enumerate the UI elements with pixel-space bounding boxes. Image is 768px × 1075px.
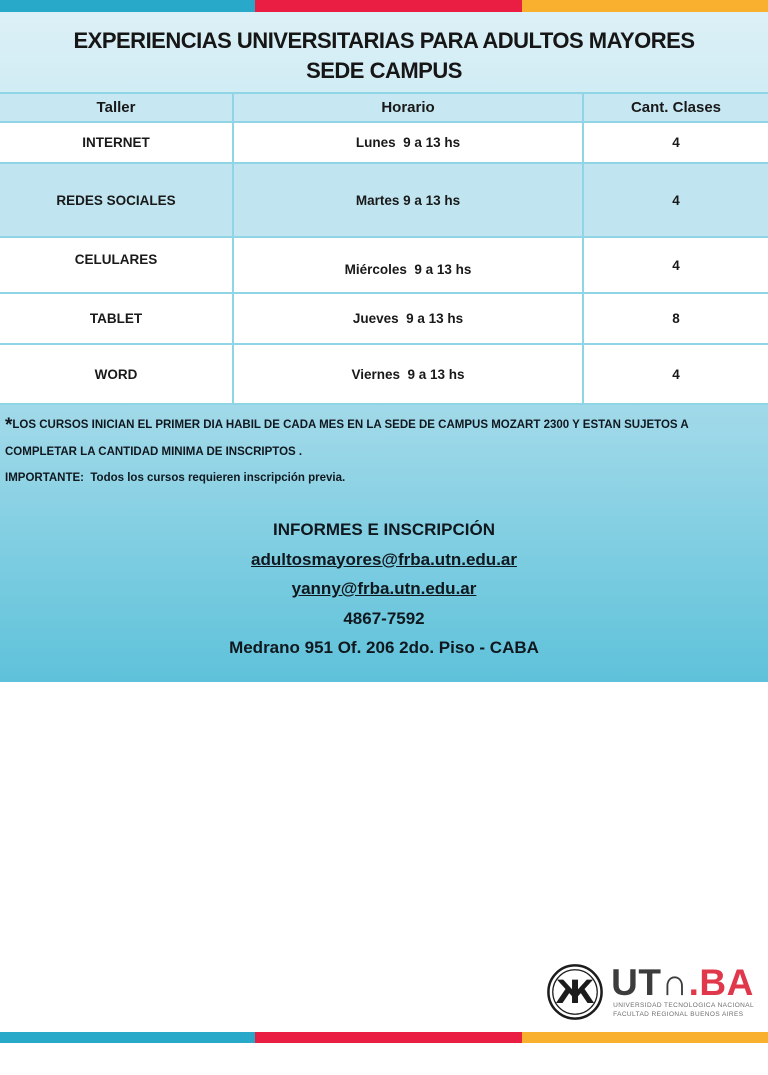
asterisk-mark: * [5,415,13,436]
course-class-count: 4 [582,345,768,403]
course-name: TABLET [89,311,143,326]
top-bar-red-segment [255,0,522,12]
course-name: REDES SOCIALES [56,192,176,208]
utn-wordmark [611,962,754,1019]
utn-ba-logo [546,963,754,1021]
header-horario: Horario [232,94,582,121]
course-schedule: Miércoles 9 a 13 hs [232,238,582,292]
table-row [0,123,768,164]
header-cant-clases: Cant. Clases [582,94,768,121]
course-schedule: Viernes 9 a 13 hs [232,345,582,403]
top-bar-cyan-segment [0,0,255,12]
email-link-adultosmayores[interactable]: adultosmayores@frba.utn.edu.ar [251,549,517,569]
course-class-count: 4 [582,123,768,162]
contact-address: Medrano 951 Of. 206 2do. Piso - CABA [229,638,539,657]
course-class-count: 8 [582,294,768,343]
course-schedule: Jueves 9 a 13 hs [232,294,582,343]
course-name: INTERNET [82,135,150,150]
page-title-line1: EXPERIENCIAS UNIVERSITARIAS PARA ADULTOS MAYORES [73,28,695,53]
content-panel [0,12,768,682]
page-title-line2: SEDE CAMPUS [306,58,462,83]
footnote-important: IMPORTANTE: Todos los cursos requieren inscripción previa. [5,472,346,484]
utn-subtitle [611,1002,754,1019]
utn-emblem-icon [546,963,604,1021]
table-row [0,238,768,294]
course-class-count: 4 [582,164,768,236]
top-bar-yellow-segment [522,0,768,12]
footnotes [0,412,768,491]
footnote-courses [5,412,763,465]
svg-text:Ж: Ж [555,973,595,1012]
bottom-color-bar [0,1032,768,1043]
contact-phone: 4867-7592 [343,608,425,628]
top-color-bar [0,0,768,12]
course-schedule: Lunes 9 a 13 hs [232,123,582,162]
course-name: WORD [94,366,138,382]
email-link-yanny[interactable]: yanny@frba.utn.edu.ar [291,579,477,598]
course-name: CELULARES [74,251,158,267]
course-schedule: Martes 9 a 13 hs [232,164,582,236]
contact-heading: INFORMES E INSCRIPCIÓN [273,520,495,539]
header-taller: Taller [96,99,136,116]
workshops-table [0,92,768,405]
contact-block [0,515,768,663]
table-row [0,164,768,238]
table-row [0,294,768,345]
bottom-bar-yellow-segment [522,1032,768,1043]
page-title [0,12,768,86]
table-header-row [0,94,768,123]
utn-subtitle-line1: UNIVERSIDAD TECNOLOGICA NACIONAL [613,1002,754,1009]
utn-wordmark-main: UT∩ [611,962,689,1003]
utn-subtitle-line2: FACULTAD REGIONAL BUENOS AIRES [613,1010,744,1018]
bottom-bar-cyan-segment [0,1032,255,1043]
utn-ba-wordmark-text [611,962,754,1003]
table-row [0,345,768,405]
utn-wordmark-suffix: .BA [688,962,754,1003]
footnote-courses-text: LOS CURSOS INICIAN EL PRIMER DIA HABIL DE CADA MES EN LA SEDE DE CAMPUS MOZART 2300 Y ESTAN SUJETOS A COMPLETAR LA CANTIDAD MINIMA DE INSCRIPTOS . [5,419,692,458]
bottom-bar-red-segment [255,1032,522,1043]
course-class-count: 4 [582,238,768,292]
